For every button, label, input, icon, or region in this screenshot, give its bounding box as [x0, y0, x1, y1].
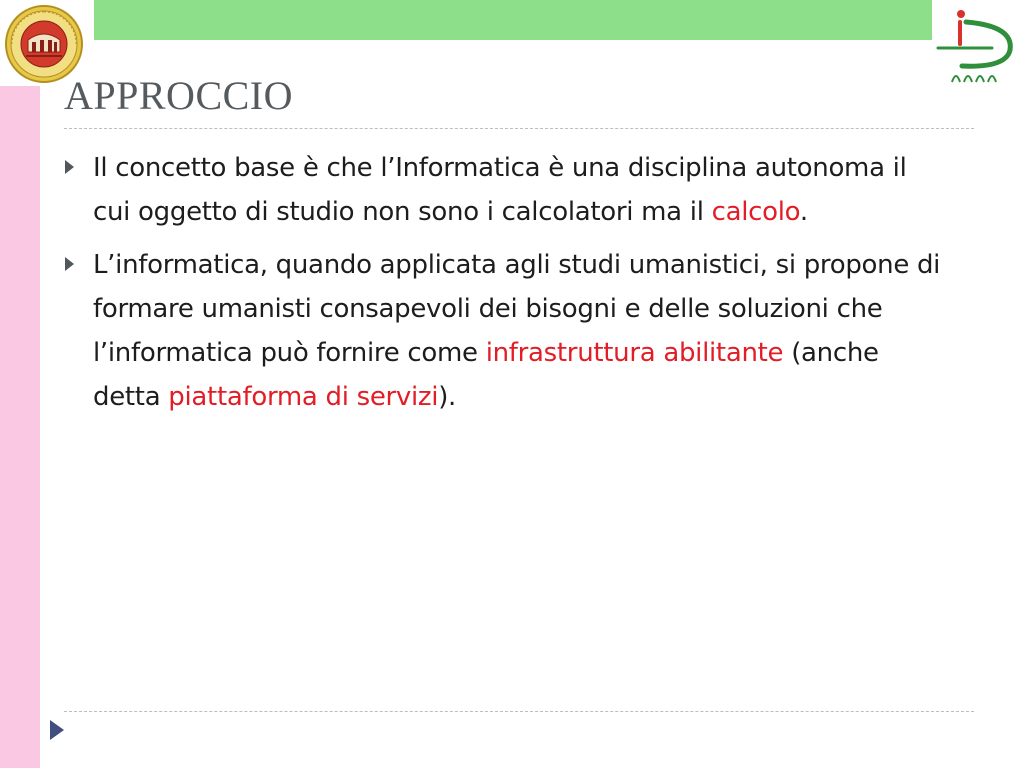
bullet-text-middle: (anche detta — [93, 338, 879, 412]
left-accent-band — [0, 86, 40, 768]
bullet-item — [62, 146, 942, 234]
triangle-bullet-icon — [65, 160, 74, 174]
next-arrow-icon[interactable] — [50, 720, 64, 740]
highlight-term: infrastruttura abilitante — [485, 338, 784, 368]
bullet-text: Il concetto base è che l’Informatica è una disciplina autonoma il cui oggetto di studio non sono i calcolatori ma il — [93, 153, 907, 227]
bullet-text-end: . — [799, 197, 808, 227]
bullet-list — [62, 146, 942, 428]
bullet-text: L’informatica, quando applicata agli studi umanistici, si propone di formare umanisti consapevoli dei bisogni e delle soluzioni che l’informatica può fornire come — [93, 250, 941, 368]
bullet-item — [62, 243, 942, 419]
title-divider — [64, 128, 974, 129]
highlight-term-2: piattaforma di servizi — [168, 382, 439, 412]
highlight-term: calcolo — [711, 197, 800, 227]
top-accent-bar — [94, 0, 932, 40]
slide-title: APPROCCIO — [64, 73, 294, 118]
department-logo-icon — [930, 4, 1020, 88]
footer-divider — [64, 711, 974, 712]
bullet-text-end: ). — [438, 382, 457, 412]
triangle-bullet-icon — [65, 257, 74, 271]
